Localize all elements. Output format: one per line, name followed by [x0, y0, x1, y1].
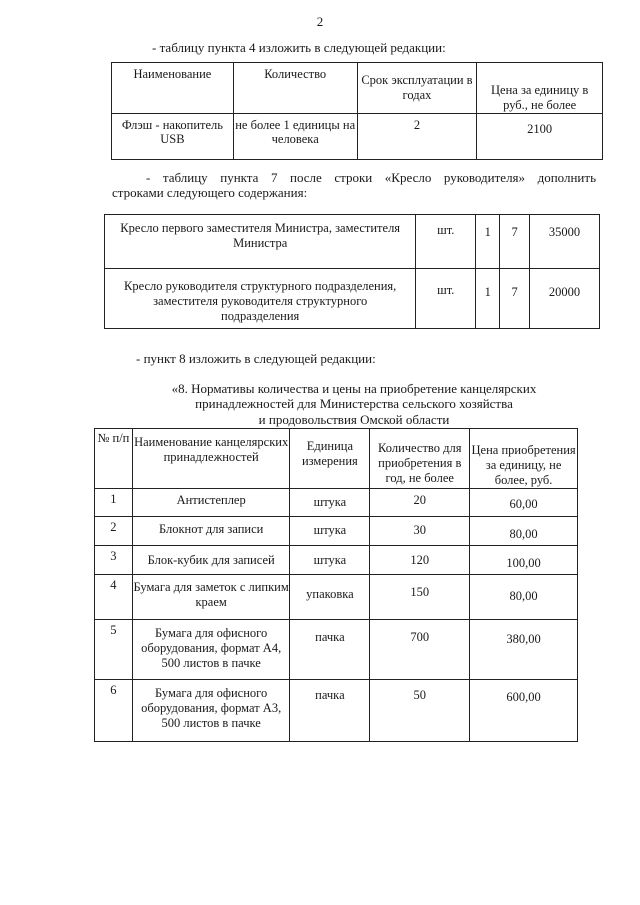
- cell-unit: шт.: [416, 215, 476, 269]
- cell-price: 35000: [530, 215, 600, 269]
- cell-name: Флэш - накопитель USB: [112, 113, 234, 159]
- cell-years: 2: [357, 113, 477, 159]
- table-header-row: [95, 429, 578, 489]
- cell-qty: 700: [370, 620, 470, 680]
- table-row: [95, 620, 578, 680]
- cell-qty: 150: [370, 575, 470, 620]
- cell-unit: пачка: [290, 620, 370, 680]
- cell-unit: упаковка: [290, 575, 370, 620]
- cell-price: 2100: [477, 113, 603, 159]
- cell-n: 5: [95, 620, 133, 680]
- header-cell: Цена за единицу в руб., не более: [477, 63, 603, 114]
- cell-qty: 120: [370, 546, 470, 575]
- cell-years: 7: [500, 215, 530, 269]
- cell-name: Кресло руководителя структурного подразделения, заместителя руководителя структурного подразделения: [105, 269, 416, 329]
- heading-line: «8. Нормативы количества и цены на приобретение канцелярских: [171, 381, 537, 396]
- paragraph-table7-intro: [112, 170, 596, 201]
- heading-line: и продовольствия Омской области: [258, 411, 450, 427]
- cell-qty: 1: [476, 215, 500, 269]
- header-cell: Единица измерения: [290, 429, 370, 489]
- cell-price: 60,00: [470, 489, 578, 517]
- table-row: [95, 489, 578, 517]
- cell-years: 7: [500, 269, 530, 329]
- cell-price: 600,00: [470, 680, 578, 742]
- table-header-row: [112, 63, 603, 114]
- cell-n: 4: [95, 575, 133, 620]
- table-row: [95, 575, 578, 620]
- page-number: 2: [316, 14, 324, 29]
- table-item8: [94, 428, 578, 742]
- table-row: [95, 517, 578, 546]
- table-row: [95, 680, 578, 742]
- cell-name: Антистеплер: [132, 489, 290, 517]
- table-row: [105, 269, 600, 329]
- header-cell: Количество для приобретения в год, не более: [370, 429, 470, 489]
- paragraph-table4-intro: - таблицу пункта 4 изложить в следующей редакции:: [152, 40, 446, 55]
- cell-name: Бумага для офисного оборудования, формат А4, 500 листов в пачке: [132, 620, 290, 680]
- table-row: [112, 113, 603, 159]
- cell-name: Бумага для заметок с липким краем: [132, 575, 290, 620]
- cell-n: 3: [95, 546, 133, 575]
- cell-price: 380,00: [470, 620, 578, 680]
- header-cell: Срок эксплуатации в годах: [357, 63, 477, 114]
- cell-name: Кресло первого заместителя Министра, заместителя Министра: [105, 215, 416, 269]
- cell-unit: штука: [290, 517, 370, 546]
- section-heading: [112, 381, 596, 427]
- cell-price: 100,00: [470, 546, 578, 575]
- table-item7: [104, 214, 600, 329]
- cell-qty: 30: [370, 517, 470, 546]
- cell-n: 2: [95, 517, 133, 546]
- cell-unit: шт.: [416, 269, 476, 329]
- cell-name: Блокнот для записи: [132, 517, 290, 546]
- header-cell: Наименование: [112, 63, 234, 114]
- cell-name: Блок-кубик для записей: [132, 546, 290, 575]
- header-cell: № п/п: [95, 429, 133, 489]
- cell-n: 6: [95, 680, 133, 742]
- paragraph-line: - таблицу пункта 7 после строки «Кресло руководителя» дополнить: [146, 170, 596, 185]
- table-row: [95, 546, 578, 575]
- cell-unit: штука: [290, 489, 370, 517]
- table-item4: [111, 62, 603, 160]
- table-row: [105, 215, 600, 269]
- cell-qty: 50: [370, 680, 470, 742]
- cell-qty: 20: [370, 489, 470, 517]
- cell-unit: пачка: [290, 680, 370, 742]
- cell-price: 80,00: [470, 575, 578, 620]
- cell-price: 80,00: [470, 517, 578, 546]
- header-cell: Количество: [233, 63, 357, 114]
- cell-qty: 1: [476, 269, 500, 329]
- heading-line: принадлежностей для Министерства сельского хозяйства: [195, 396, 513, 412]
- cell-qty: не более 1 единицы на человека: [233, 113, 357, 159]
- cell-price: 20000: [530, 269, 600, 329]
- cell-unit: штука: [290, 546, 370, 575]
- paragraph-line: строками следующего содержания:: [112, 185, 308, 201]
- header-cell: Цена приобретения за единицу, не более, руб.: [470, 429, 578, 489]
- paragraph-item8-intro: - пункт 8 изложить в следующей редакции:: [136, 351, 376, 366]
- cell-n: 1: [95, 489, 133, 517]
- cell-name: Бумага для офисного оборудования, формат А3, 500 листов в пачке: [132, 680, 290, 742]
- header-cell: Наименование канцелярских принадлежностей: [132, 429, 290, 489]
